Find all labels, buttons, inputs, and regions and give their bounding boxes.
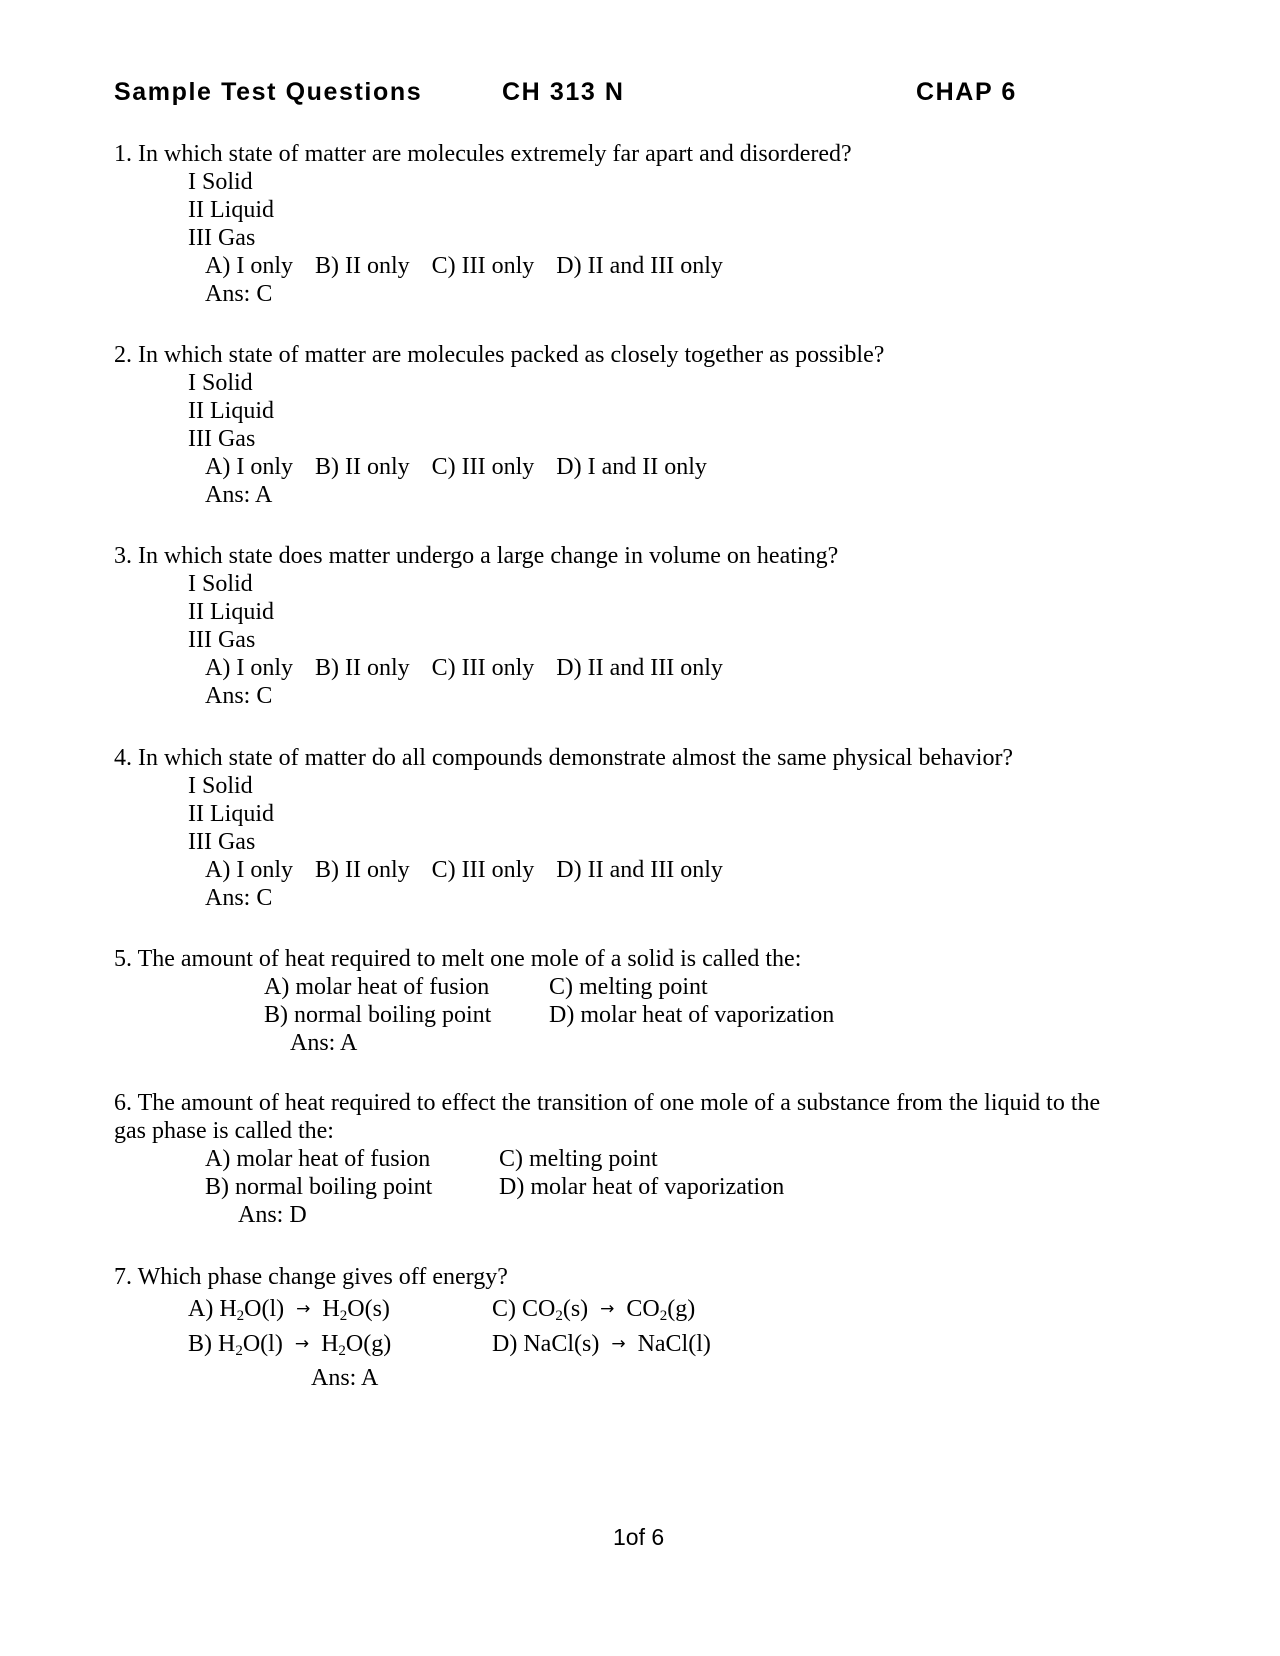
page-number: 1of 6	[613, 1524, 665, 1550]
answer-options	[205, 453, 884, 481]
roman-item: I Solid	[188, 169, 253, 195]
question-3	[114, 542, 838, 710]
question-stem: 6. The amount of heat required to effect the transition of one mole of a substance from the liquid to the	[114, 1090, 1101, 1116]
roman-item: II Liquid	[188, 398, 274, 424]
answer: Ans: C	[205, 281, 273, 307]
roman-item: III Gas	[188, 627, 256, 653]
option-c: C) III only	[431, 655, 535, 681]
answer-options	[205, 654, 838, 682]
arrow-icon: →	[296, 1299, 311, 1319]
arrow-icon: →	[294, 1334, 310, 1354]
question-stem: 5. The amount of heat required to melt one mole of a solid is called the:	[114, 946, 802, 972]
option-c: C) $CO_2(s) \to CO_2(g)$	[492, 1296, 696, 1324]
question-stem-continued: gas phase is called the:	[114, 1118, 334, 1144]
question-stem: 4. In which state of matter do all compounds demonstrate almost the same physical behavior?	[114, 745, 1014, 771]
option-d: D) II and III only	[556, 857, 723, 883]
option-d: D) I and II only	[556, 454, 707, 480]
option-d: D) II and III only	[556, 655, 723, 681]
option-c: C) III only	[431, 253, 535, 279]
option-b: B) normal boiling point	[205, 1174, 433, 1200]
option-c: C) III only	[431, 454, 535, 480]
option-a: A) molar heat of fusion	[205, 1146, 431, 1172]
option-a: A) I only	[205, 454, 293, 480]
option-c: C) melting point	[499, 1146, 658, 1172]
option-a: A) I only	[205, 655, 293, 681]
option-b: B) $H_2O(l) \to H_2O(g)$	[188, 1331, 392, 1359]
option-b: B) II only	[314, 253, 410, 279]
roman-item: I Solid	[188, 370, 253, 396]
header-title: Sample Test Questions	[114, 78, 423, 106]
option-a: A) I only	[205, 857, 293, 883]
option-a: A) $H_2O(l) \to H_2O(s)$	[188, 1296, 390, 1324]
arrow-icon: →	[611, 1334, 626, 1354]
header-course: CH 313 N	[502, 78, 625, 106]
roman-item: III Gas	[188, 426, 256, 452]
roman-item: III Gas	[188, 225, 256, 251]
answer-options	[205, 856, 1013, 884]
answer: Ans: A	[311, 1365, 379, 1391]
question-7-stem: 7. Which phase change gives off energy?	[114, 1264, 508, 1290]
roman-item: II Liquid	[188, 599, 274, 625]
question-1	[114, 140, 852, 308]
option-b: B) II only	[314, 857, 410, 883]
question-stem: 2. In which state of matter are molecules packed as closely together as possible?	[114, 342, 885, 368]
answer: Ans: C	[205, 683, 273, 709]
roman-item: II Liquid	[188, 801, 274, 827]
question-stem: 1. In which state of matter are molecules extremely far apart and disordered?	[114, 141, 852, 167]
answer-options	[205, 252, 852, 280]
answer: Ans: C	[205, 885, 273, 911]
question-4	[114, 744, 1013, 912]
roman-item: II Liquid	[188, 197, 274, 223]
answer: Ans: A	[290, 1030, 358, 1056]
option-c: C) melting point	[549, 974, 708, 1000]
question-stem: 3. In which state does matter undergo a large change in volume on heating?	[114, 543, 839, 569]
option-d: D) molar heat of vaporization	[549, 1002, 835, 1028]
arrow-icon: →	[600, 1299, 615, 1319]
roman-item: I Solid	[188, 571, 253, 597]
header-chapter: CHAP 6	[916, 78, 1017, 106]
answer: Ans: A	[205, 482, 273, 508]
option-d: D) NaCl(s) → NaCl(l)	[492, 1331, 711, 1357]
answer: Ans: D	[238, 1202, 307, 1228]
option-a: A) molar heat of fusion	[264, 974, 490, 1000]
option-c: C) III only	[431, 857, 535, 883]
option-d: D) molar heat of vaporization	[499, 1174, 785, 1200]
option-d: D) II and III only	[556, 253, 723, 279]
question-2	[114, 341, 884, 509]
option-a: A) I only	[205, 253, 293, 279]
roman-item: I Solid	[188, 773, 253, 799]
option-b: B) II only	[314, 655, 410, 681]
option-b: B) II only	[314, 454, 410, 480]
roman-item: III Gas	[188, 829, 256, 855]
option-b: B) normal boiling point	[264, 1002, 492, 1028]
question-5	[114, 945, 834, 1057]
question-6	[114, 1089, 1100, 1229]
